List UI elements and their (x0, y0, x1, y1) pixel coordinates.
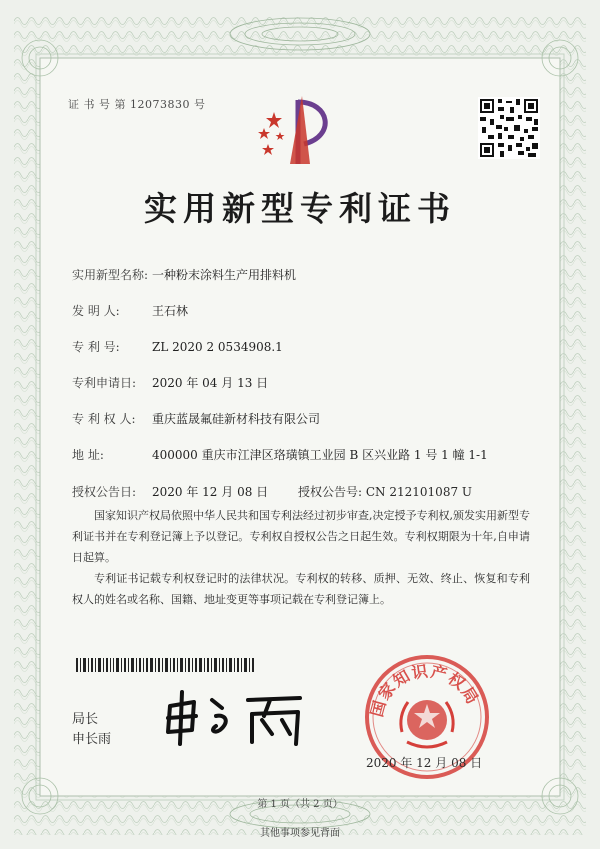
field-value: 一种粉末涂料生产用排料机 (152, 268, 297, 282)
field-value: ZL 2020 2 0534908.1 (152, 340, 283, 354)
director-title: 局长 (72, 712, 99, 727)
field-label: 实用新型名称: (72, 268, 149, 282)
field-value: 王石林 (152, 304, 189, 318)
legal-status-paragraph: 专利证书记载专利权登记时的法律状况。专利权的转移、质押、无效、终止、恢复和专利权人的姓名或名称、国籍、地址变更等事项记载在专利登记簿上。 (72, 572, 530, 606)
cnipa-logo-icon (250, 92, 350, 172)
field-value: 2020 年 12 月 08 日 (152, 485, 269, 499)
barcode-icon (76, 658, 256, 672)
certificate-title: 实用新型专利证书 (144, 189, 456, 228)
field-patent-number (72, 338, 283, 355)
field-inventor (72, 302, 188, 319)
field-value: 重庆蓝晟氟硅新材科技有限公司 (152, 412, 321, 426)
field-label: 地 址: (72, 448, 104, 462)
field-application-date (72, 374, 268, 391)
qr-code-icon (478, 97, 540, 159)
director-name: 申长雨 (72, 732, 112, 747)
signature-image (160, 686, 310, 746)
field-value: 400000 重庆市江津区珞璜镇工业园 B 区兴业路 1 号 1 幢 1-1 (152, 448, 488, 462)
field-value: 2020 年 04 月 13 日 (152, 376, 269, 390)
field-grant-date (72, 483, 268, 500)
field-value: CN 212101087 U (365, 485, 473, 499)
field-label: 发 明 人: (72, 304, 120, 318)
field-label: 专利申请日: (72, 376, 137, 390)
field-label: 专 利 号: (72, 340, 120, 354)
field-announcement-number (298, 483, 472, 500)
grant-statement-paragraph: 国家知识产权局依照中华人民共和国专利法经过初步审查,决定授予专利权,颁发实用新型专利证书并在专利登记簿上予以登记。专利权自授权公告之日起生效。专利权期限为十年,自申请日起算。 (72, 509, 530, 564)
seal-text-path: 国家知识产权局 (367, 661, 483, 719)
seal-date: 2020 年 12 月 08 日 (366, 756, 483, 770)
field-address (72, 446, 488, 463)
footer-note: 其他事项参见背面 (260, 828, 340, 839)
field-label: 专 利 权 人: (72, 412, 136, 426)
field-label: 授权公告日: (72, 485, 137, 499)
certificate-serial-number: 证 书 号 第 12073830 号 (68, 98, 206, 111)
field-label: 授权公告号: (298, 485, 363, 499)
page-number: 第 1 页（共 2 页） (257, 799, 343, 810)
field-patentee (72, 410, 320, 427)
field-utility-model-name (72, 266, 296, 283)
